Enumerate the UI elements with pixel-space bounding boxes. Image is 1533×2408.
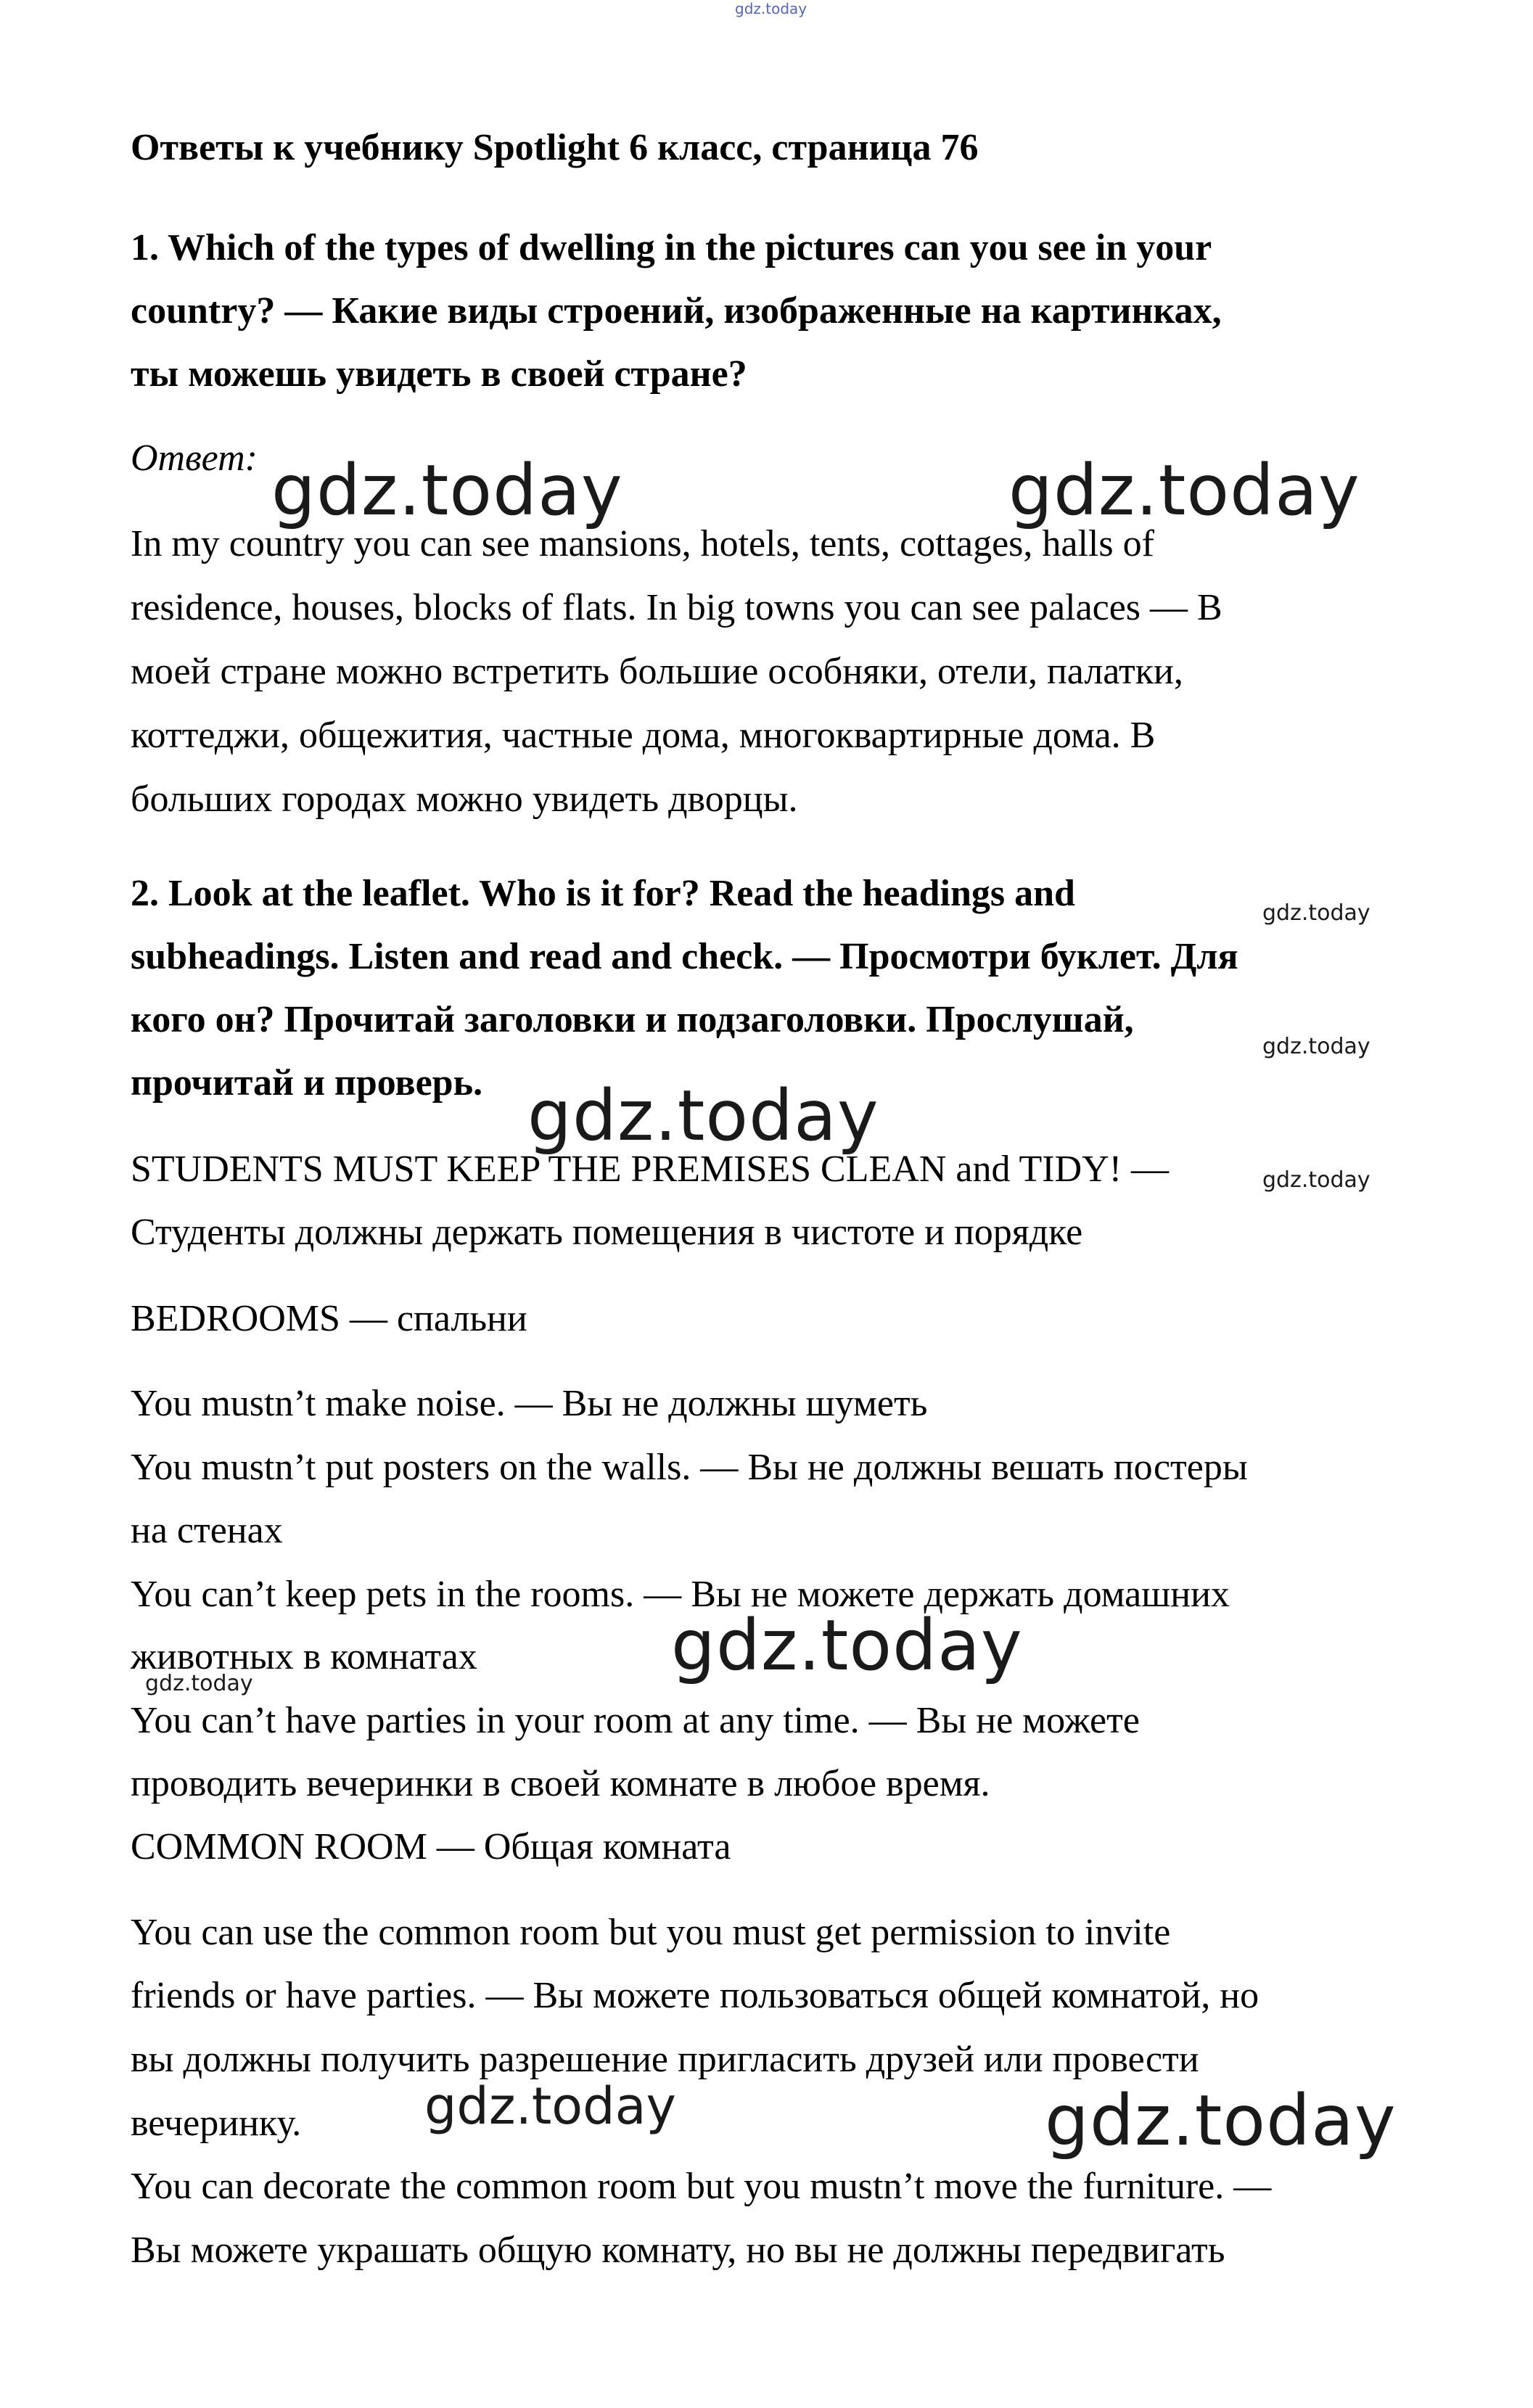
question-line: прочитай и проверь. [131, 1062, 483, 1104]
answer-line: You mustn’t make noise. — Вы не должны шуметь [131, 1383, 928, 1424]
answer-line: You mustn’t put posters on the walls. — Вы не должны вешать постеры [131, 1447, 1248, 1488]
answer-line: моей стране можно встретить большие особняки, отели, палатки, [131, 651, 1183, 692]
watermark-small: gdz.today [1262, 900, 1370, 926]
page-title: Ответы к учебнику Spotlight 6 класс, страница 76 [131, 127, 979, 168]
answer-label: Ответ: [131, 437, 258, 479]
answer-line: You can’t keep pets in the rooms. — Вы не можете держать домашних [131, 1574, 1230, 1615]
answer-line: friends or have parties. — Вы можете пользоваться общей комнатой, но [131, 1975, 1259, 2016]
answer-line: больших городах можно увидеть дворцы. [131, 778, 798, 820]
watermark-large: gdz.today [671, 1605, 1023, 1686]
answer-line: животных в комнатах [131, 1636, 477, 1677]
question-line: country? — Какие виды строений, изображенные на картинках, [131, 290, 1222, 332]
question-line: ты можешь увидеть в своей стране? [131, 353, 747, 395]
answer-line: вы должны получить разрешение пригласить друзей или провести [131, 2039, 1199, 2080]
section-heading: BEDROOMS — спальни [131, 1298, 527, 1339]
watermark-small: gdz.today [1262, 1034, 1370, 1059]
answer-line: Вы можете украшать общую комнату, но вы не должны передвигать [131, 2230, 1225, 2271]
answer-line: You can decorate the common room but you mustn’t move the furniture. — [131, 2166, 1272, 2207]
answer-line: проводить вечеринки в своей комнате в любое время. [131, 1763, 990, 1804]
watermark-large: gdz.today [271, 450, 623, 531]
question-line: 1. Which of the types of dwelling in the pictures can you see in your [131, 227, 1212, 268]
answer-line: In my country you can see mansions, hotels, tents, cottages, halls of [131, 523, 1154, 564]
watermark-small: gdz.today [1262, 1167, 1370, 1193]
answer-line: коттеджи, общежития, частные дома, многоквартирные дома. В [131, 715, 1156, 756]
answer-line: вечеринку. [131, 2103, 302, 2144]
answer-line: Студенты должны держать помещения в чистоте и порядке [131, 1212, 1083, 1253]
watermark-medium: gdz.today [424, 2076, 676, 2136]
watermark-top: gdz.today [735, 0, 807, 17]
answer-line: You can’t have parties in your room at any time. — Вы не можете [131, 1700, 1140, 1741]
answer-line: You can use the common room but you must get permission to invite [131, 1912, 1171, 1953]
question-line: 2. Look at the leaflet. Who is it for? Read the headings and [131, 873, 1075, 914]
answer-line: STUDENTS MUST KEEP THE PREMISES CLEAN and TIDY! — [131, 1148, 1170, 1190]
watermark-small: gdz.today [145, 1671, 253, 1696]
answer-line: на стенах [131, 1510, 283, 1551]
question-line: кого он? Прочитай заголовки и подзаголовки. Прослушай, [131, 999, 1134, 1040]
answer-line: residence, houses, blocks of flats. In big towns you can see palaces — В [131, 587, 1222, 628]
watermark-large: gdz.today [1045, 2080, 1397, 2161]
section-heading: COMMON ROOM — Общая комната [131, 1826, 731, 1867]
watermark-large: gdz.today [1008, 450, 1360, 531]
question-line: subheadings. Listen and read and check. — Просмотри буклет. Для [131, 936, 1238, 977]
watermark-large: gdz.today [527, 1075, 879, 1156]
